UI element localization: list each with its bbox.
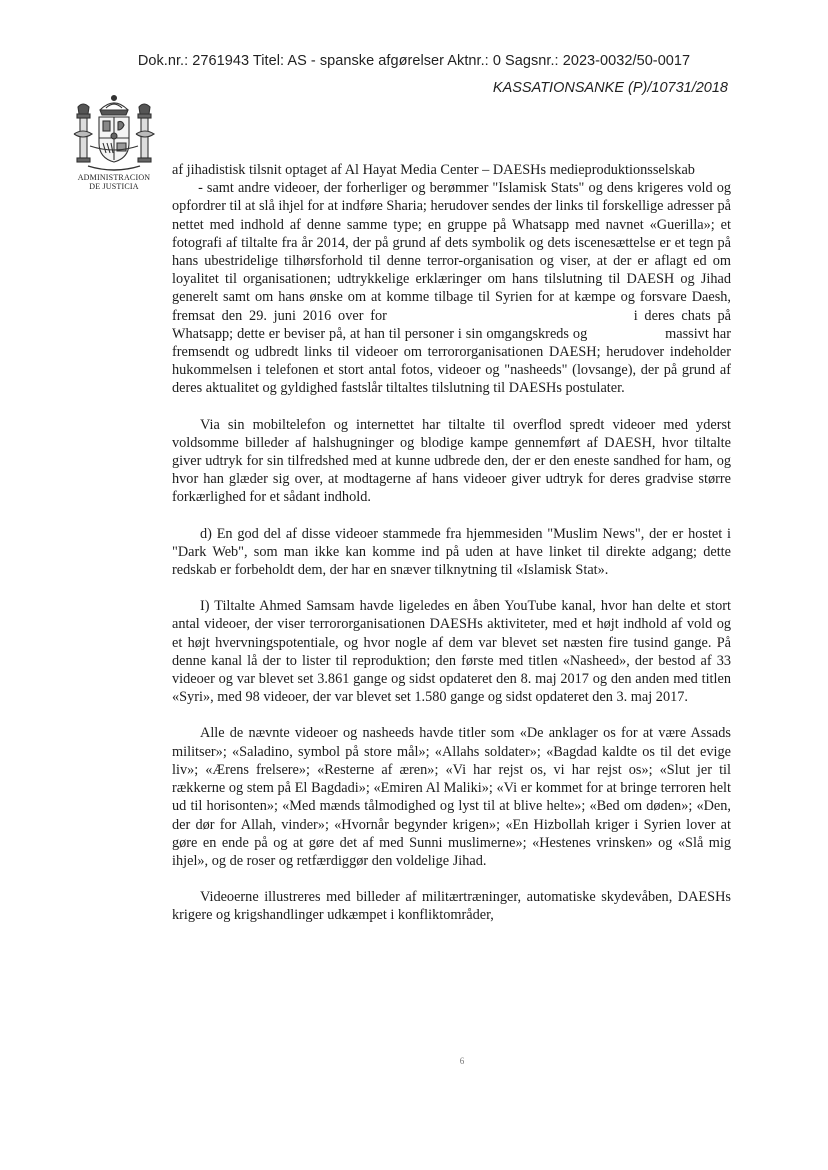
document-header-line: Dok.nr.: 2761943 Titel: AS - spanske afgørelser Aktnr.: 0 Sagsnr.: 2023-0032/50-0017	[137, 53, 691, 69]
paragraph-1-part-c: massivt har fremsendt og udbredt links til videoer om terrororganisationen DAESH; herudover indeholder hukommelsen i telefonen et stort antal fotos, videoer og "nasheeds" (lovsange), der på grund af deres aktualitet og gyldighed fastslår tiltaltes tilslutning til DAESHs postulater.	[172, 325, 731, 397]
paragraph-3: d) En god del af disse videoer stammede fra hjemmesiden "Muslim News", der er hostet i "Dark Web", som man ikke kan komme ind på uden at have linket til direkte adgang; dette redskab er forbeholdt dem, der har en snæver tilknytning til «Islamisk Stat».	[172, 525, 731, 579]
document-body	[172, 161, 731, 943]
paragraph-1-part-a: - samt andre videoer, der forherliger og berømmer "Islamisk Stats" og dens krigeres vold og opfordrer til at slå ihjel for at indføre Sharia; herudover sendes der links til forskellige adresser på nettet med indhold af denne samme type; en gruppe på Whatsapp med navnet «Guerilla»; et fotografi af tiltalte fra år 2014, der på grund af dets symbolik og dets iscenesættelse er et tegn på hans ubestridelige tilhørsforhold til denne terror-organisation og viser, at der er aflagt ed om loyalitet til organisationen; udtrykkelige erklæringer om hans tilslutning til DAESH og Jihad generelt samt om hans ønske om at komme tilbage til Syrien for at kæmpe og forsvare Daesh, fremsat den 29. juni 2016 over for	[172, 180, 731, 324]
emblem-label-line1: ADMINISTRACION	[77, 173, 151, 182]
emblem-label	[66, 173, 162, 191]
page-number: 6	[459, 1056, 465, 1066]
spanish-coat-of-arms-icon	[70, 88, 158, 178]
paragraph-4: I) Tiltalte Ahmed Samsam havde ligeledes en åben YouTube kanal, hvor han delte et stort antal videoer, der viser terrororganisationen DAESHs aktiviteter, med et højt indhold af vold og et højt hvervningspotentiale, og hvor nogle af dem var blevet set næsten fire tusind gange. På denne kanal lå der to lister til reproduktion; den første med titlen «Nasheed», der bestod af 33 videoer og var blevet set 3.861 gange og sidst opdateret den 8. maj 2017 og den anden med titlen «Syri», med 98 videoer, der var blevet set 1.580 gange og sidst opdateret den 3. maj 2017.	[172, 598, 731, 706]
paragraph-1	[172, 161, 731, 398]
paragraph-1-line-1: af jihadistisk tilsnit optaget af Al Hayat Media Center – DAESHs medieproduktionsselskab	[172, 162, 695, 178]
paragraph-1-part-b: i deres chats på Whatsapp; dette er beviser på, at han til personer i sin omgangskreds og	[172, 307, 731, 342]
paragraph-2: Via sin mobiltelefon og internettet har tiltalte til overflod spredt videoer med yderst voldsomme billeder af halshugninger og blodige kampe gennemført af DAESH, hvor tiltalte giver udtryk for sin tilfredshed med at kunne udbrede den, der er den eneste sandhed for ham, og hvor han glæder sig over, at modtagerne af hans videoer giver udtryk for deres gradvise større forkærlighed for et sådant indhold.	[172, 416, 731, 506]
emblem-label-line2: DE JUSTICIA	[89, 182, 139, 191]
case-reference: KASSATIONSANKE (P)/10731/2018	[492, 80, 728, 96]
paragraph-6: Videoerne illustreres med billeder af militærtræninger, automatiske skydevåben, DAESHs krigere og krigshandlinger udkæmpet i konfliktområder,	[172, 889, 731, 924]
paragraph-5: Alle de nævnte videoer og nasheeds havde titler som «De anklager os for at være Assads militser»; «Saladino, symbol på store mål»; «Allahs soldater»; «Bagdad kaldte os til det evige liv»; «Ærens frelsere»; «Resterne af æren»; «Vi har rejst os, vi har rejst os»; «Slut jer til rækkerne og stem på El Bagdadi»; «Emiren Al Maliki»; «Vi er kommet for at bringe terroren helt ud til horisonten»; «Med mænds tålmodighed og lyst til at blive helte»; «Bed om døden»; «Den, der dør for Allah, vinder»; «Hvornår begynder krigen»; «En Hizbollah kriger i Syrien lover at gøre en ende på og at gøre det af med Sunni muslimerne»; «Hestenes vrinsken» og «Slå mig ihjel», og de roser og retfærdiggør den voldelige Jihad.	[172, 725, 731, 869]
